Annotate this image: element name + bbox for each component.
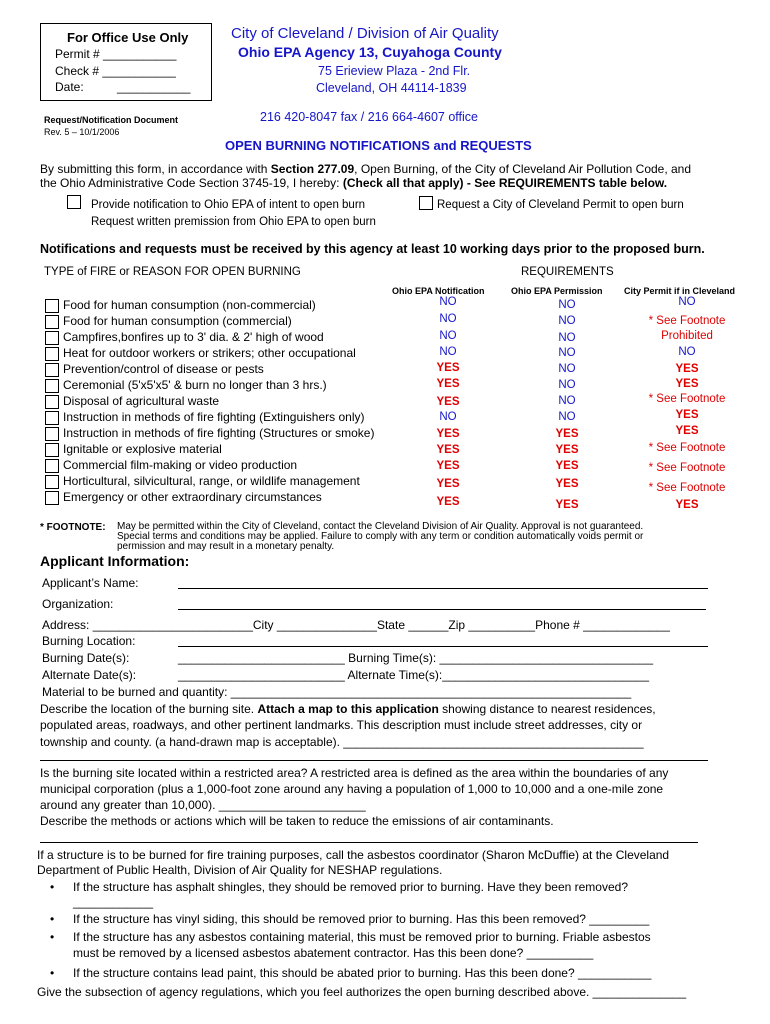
- col-epa-notification: Ohio EPA Notification: [392, 286, 485, 296]
- burn-type-checkbox[interactable]: [45, 475, 59, 489]
- city-permit-value: * See Footnote: [648, 393, 726, 405]
- bullet-4: •: [50, 966, 55, 980]
- epa-notification-value: YES: [436, 478, 460, 490]
- epa-permission-value: YES: [555, 460, 579, 472]
- epa-notification-value: NO: [439, 346, 457, 358]
- request-city-label: Request a City of Cleveland Permit to open burn: [437, 199, 684, 211]
- epa-notification-value: YES: [436, 378, 460, 390]
- epa-permission-value: YES: [555, 499, 579, 511]
- burn-type-label: Campfires,bonfires up to 3' dia. & 2' high of wood: [63, 330, 324, 344]
- asbestos-line-2: Department of Public Health, Division of Air Quality for NESHAP regulations.: [37, 863, 443, 877]
- epa-notification-value: NO: [439, 313, 457, 325]
- burning-dates-label: Burning Date(s):: [42, 651, 130, 665]
- alternate-dates-label: Alternate Date(s):: [42, 668, 137, 682]
- epa-notification-value: YES: [436, 460, 460, 472]
- burn-type-checkbox[interactable]: [45, 379, 59, 393]
- agency-line-2: Ohio EPA Agency 13, Cuyahoga County: [238, 44, 502, 60]
- bullet-2: •: [50, 912, 55, 926]
- burning-location-label: Burning Location:: [42, 634, 136, 648]
- burning-dates-field[interactable]: _________________________ Burning Time(s): ________________________________: [178, 651, 654, 665]
- city-permit-value: NO: [678, 296, 696, 308]
- epa-notification-value: YES: [436, 444, 460, 456]
- burn-type-checkbox[interactable]: [45, 299, 59, 313]
- burn-type-checkbox[interactable]: [45, 443, 59, 457]
- burn-type-checkbox[interactable]: [45, 363, 59, 377]
- document-type: Request/Notification Document: [44, 115, 179, 125]
- epa-permission-value: NO: [558, 332, 576, 344]
- asphalt-shingles-question: If the structure has asphalt shingles, they should be removed prior to burning. Have they been removed?: [73, 880, 628, 894]
- burn-type-label: Disposal of agricultural waste: [63, 394, 220, 408]
- organization-field[interactable]: [178, 609, 706, 610]
- col-city-permit: City Permit if in Cleveland: [624, 286, 736, 296]
- organization-label: Organization:: [42, 597, 114, 611]
- permit-number-field[interactable]: Permit # ___________: [55, 47, 177, 61]
- burn-type-label: Instruction in methods of fire fighting (Extinguishers only): [63, 410, 365, 424]
- burn-type-label: Food for human consumption (commercial): [63, 314, 292, 328]
- office-date-field[interactable]: Date: ___________: [55, 80, 191, 94]
- document-revision: Rev. 5 – 10/1/2006: [44, 127, 120, 137]
- requirements-header: REQUIREMENTS: [521, 266, 614, 278]
- epa-notification-value: YES: [436, 496, 460, 508]
- emission-methods-field[interactable]: [40, 842, 698, 843]
- epa-permission-value: YES: [555, 428, 579, 440]
- epa-notification-value: YES: [436, 362, 460, 374]
- burn-type-checkbox[interactable]: [45, 395, 59, 409]
- address-field[interactable]: Address: ________________________City _______________State ______Zip __________Phone # _____________: [42, 618, 670, 632]
- city-permit-value: YES: [675, 378, 699, 390]
- epa-permission-value: NO: [558, 315, 576, 327]
- intro-line-1: By submitting this form, in accordance with Section 277.09, Open Burning, of the City of Cleveland Air Pollution Code, and: [40, 162, 692, 176]
- city-permit-value: Prohibited: [661, 330, 713, 342]
- footnote-text: May be permitted within the City of Cleveland, contact the Cleveland Division of Air Quality. Approval is not guaranteed. Special terms and conditions may be applied. Failure to comply with any term or condition automatically voids permit or permission and may result in a monetary penalty.: [117, 521, 644, 552]
- city-permit-value: * See Footnote: [648, 462, 726, 474]
- restricted-area-field[interactable]: around any greater than 10,000). ______________________: [40, 798, 366, 812]
- lead-paint-field[interactable]: If the structure contains lead paint, this should be abated prior to burning. Has this been done? ___________: [73, 966, 652, 980]
- city-permit-value: * See Footnote: [648, 315, 726, 327]
- agency-address-1: 75 Erieview Plaza - 2nd Flr.: [318, 64, 471, 78]
- epa-permission-value: YES: [555, 444, 579, 456]
- check-number-field[interactable]: Check # ___________: [55, 64, 176, 78]
- site-description-line-1: Describe the location of the burning site. Attach a map to this application showing distance to nearest residences,: [40, 702, 656, 716]
- epa-notification-value: YES: [436, 396, 460, 408]
- emission-methods-label: Describe the methods or actions which will be taken to reduce the emissions of air contaminants.: [40, 814, 554, 828]
- asphalt-shingles-field[interactable]: ____________: [73, 895, 154, 909]
- city-permit-value: YES: [675, 425, 699, 437]
- office-use-box: [40, 23, 212, 101]
- asbestos-material-field[interactable]: must be removed by a licensed asbestos abatement contractor. Has this been done? __________: [73, 946, 594, 960]
- burn-type-label: Prevention/control of disease or pests: [63, 362, 264, 376]
- epa-notification-value: NO: [439, 330, 457, 342]
- burn-type-label: Horticultural, silvicultural, range, or wildlife management: [63, 474, 360, 488]
- vinyl-siding-field[interactable]: If the structure has vinyl siding, this should be removed prior to burning. Has this been removed? _________: [73, 912, 650, 926]
- asbestos-line-1: If a structure is to be burned for fire training purposes, call the asbestos coordinator (Sharon McDuffie) at the Cleveland: [37, 848, 670, 862]
- site-description-field[interactable]: [40, 760, 708, 761]
- burn-type-label: Commercial film-making or video production: [63, 458, 298, 472]
- city-permit-value: YES: [675, 409, 699, 421]
- city-permit-value: * See Footnote: [648, 442, 726, 454]
- deadline-notice: Notifications and requests must be received by this agency at least 10 working days prior to the proposed burn.: [40, 242, 705, 256]
- burn-type-checkbox[interactable]: [45, 411, 59, 425]
- restricted-area-line-1: Is the burning site located within a restricted area? A restricted area is defined as the area within the boundaries of any: [40, 766, 669, 780]
- burn-type-label: Emergency or other extraordinary circumstances: [63, 490, 322, 504]
- epa-permission-value: YES: [555, 478, 579, 490]
- agency-line-1: City of Cleveland / Division of Air Quality: [231, 25, 499, 42]
- city-permit-value: YES: [675, 499, 699, 511]
- burn-type-label: Ceremonial (5'x5'x5' & burn no longer than 3 hrs.): [63, 378, 327, 392]
- burn-type-checkbox[interactable]: [45, 427, 59, 441]
- epa-notification-value: NO: [439, 296, 457, 308]
- bullet-1: •: [50, 880, 55, 894]
- epa-notification-value: NO: [439, 411, 457, 423]
- col-epa-permission: Ohio EPA Permission: [511, 286, 603, 296]
- agency-address-2: Cleveland, OH 44114-1839: [316, 81, 467, 95]
- epa-permission-value: NO: [558, 379, 576, 391]
- city-permit-value: NO: [678, 346, 696, 358]
- epa-permission-value: NO: [558, 395, 576, 407]
- burn-type-checkbox[interactable]: [45, 491, 59, 505]
- asbestos-material-question: If the structure has any asbestos containing material, this must be removed prior to burning. Friable asbestos: [73, 930, 651, 944]
- applicant-name-field[interactable]: [178, 588, 708, 589]
- request-epa-label: Request written premission from Ohio EPA to open burn: [91, 216, 376, 228]
- burn-type-checkbox[interactable]: [45, 459, 59, 473]
- epa-permission-value: NO: [558, 363, 576, 375]
- epa-permission-value: NO: [558, 411, 576, 423]
- footnote-label: * FOOTNOTE:: [40, 522, 106, 533]
- request-city-checkbox[interactable]: [419, 196, 433, 210]
- regulation-subsection-field[interactable]: Give the subsection of agency regulations, which you feel authorizes the open burning described above. ______________: [37, 985, 687, 999]
- intro-line-2: the Ohio Administrative Code Section 3745-19, I hereby: (Check all that apply) - See REQUIREMENTS table below.: [40, 176, 668, 190]
- city-permit-value: * See Footnote: [648, 482, 726, 494]
- epa-permission-value: NO: [558, 347, 576, 359]
- notify-epa-checkbox[interactable]: [67, 195, 81, 209]
- alternate-dates-field[interactable]: _________________________ Alternate Time(s):_______________________________: [178, 668, 650, 682]
- form-title: OPEN BURNING NOTIFICATIONS and REQUESTS: [225, 138, 532, 153]
- epa-permission-value: NO: [558, 299, 576, 311]
- city-permit-value: YES: [675, 363, 699, 375]
- agency-phone: 216 420-8047 fax / 216 664-4607 office: [260, 110, 478, 124]
- type-of-fire-header: TYPE of FIRE or REASON FOR OPEN BURNING: [44, 266, 301, 278]
- burn-type-checkbox[interactable]: [45, 331, 59, 345]
- applicant-heading: Applicant Information:: [40, 553, 190, 569]
- burn-type-label: Ignitable or explosive material: [63, 442, 222, 456]
- material-field[interactable]: Material to be burned and quantity: ____________________________________________________________: [42, 685, 632, 699]
- site-description-line-2: populated areas, roadways, and other pertinent landmarks. This description must include street addresses, city or: [40, 718, 643, 732]
- burn-type-checkbox[interactable]: [45, 315, 59, 329]
- site-description-line-3[interactable]: township and county. (a hand-drawn map is acceptable). _____________________________________________: [40, 735, 644, 749]
- burn-type-label: Heat for outdoor workers or strikers; other occupational: [63, 346, 356, 360]
- office-use-title: For Office Use Only: [67, 30, 189, 45]
- burn-type-label: Food for human consumption (non-commercial): [63, 298, 316, 312]
- applicant-name-label: Applicant’s Name:: [42, 576, 139, 590]
- bullet-3: •: [50, 930, 55, 944]
- burn-type-label: Instruction in methods of fire fighting (Structures or smoke): [63, 426, 375, 440]
- burning-location-field[interactable]: [178, 646, 708, 647]
- restricted-area-line-2: municipal corporation (plus a 1,000-foot zone around any having a population of 1,000 to 10,000 and a one-mile zone: [40, 782, 664, 796]
- epa-notification-value: YES: [436, 428, 460, 440]
- notify-epa-label: Provide notification to Ohio EPA of intent to open burn: [91, 199, 366, 211]
- burn-type-checkbox[interactable]: [45, 347, 59, 361]
